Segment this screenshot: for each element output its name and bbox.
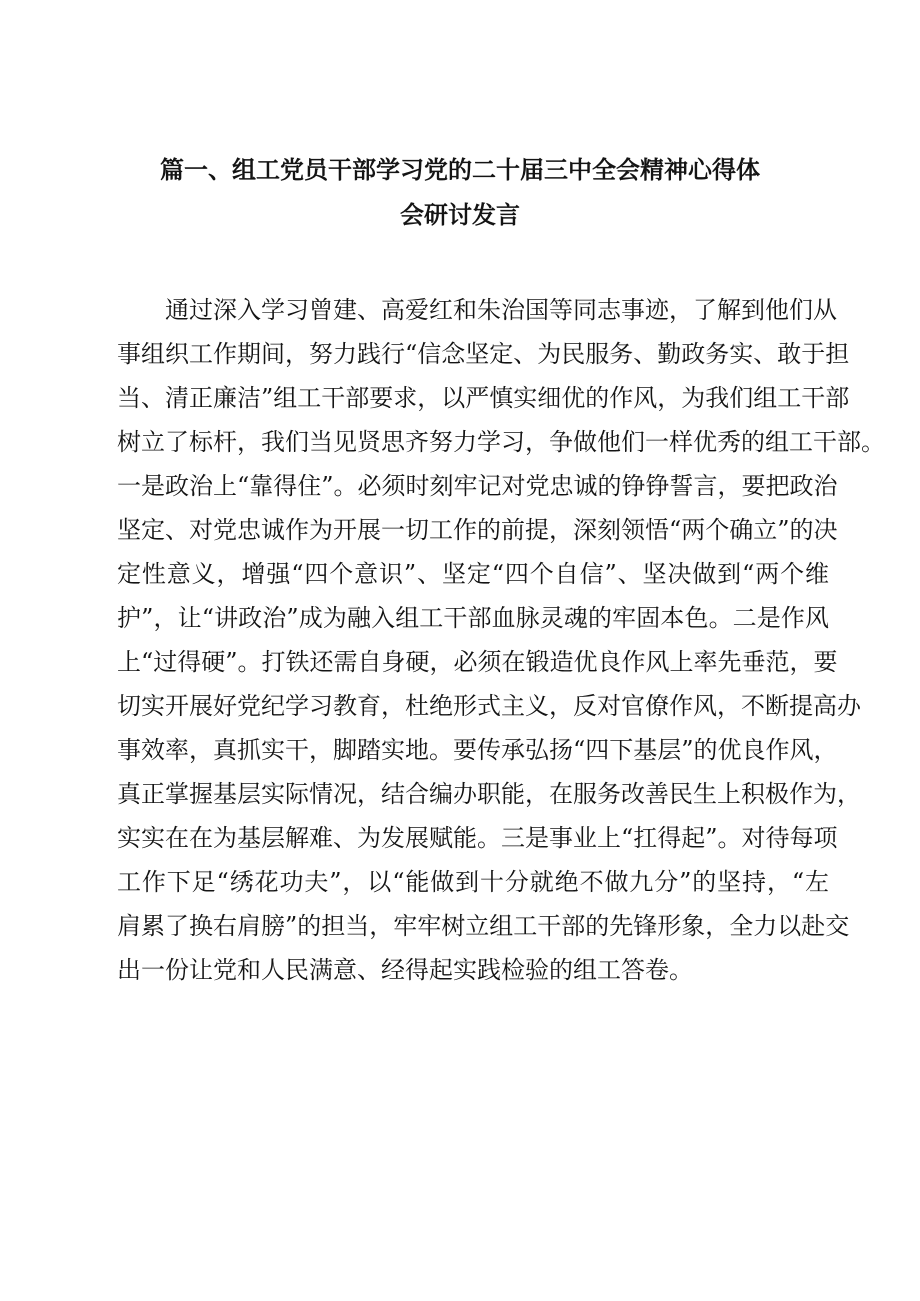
body-line: 当、清正廉洁”组工干部要求，以严慎实细优的作风，为我们组工干部 [117, 384, 850, 412]
body-line: 肩累了换右肩膀”的担当，牢牢树立组工干部的先锋形象，全力以赴交 [117, 912, 850, 940]
body-line: 真正掌握基层实际情况，结合编办职能，在服务改善民生上积极作为， [117, 780, 861, 808]
body-line: 坚定、对党忠诚作为开展一切工作的前提，深刻领悟“两个确立”的决 [117, 516, 838, 544]
document-title-line-2: 会研讨发言 [400, 201, 520, 229]
body-line: 上“过得硬”。打铁还需自身硬，必须在锻造优良作风上率先垂范，要 [117, 648, 838, 676]
body-line: 通过深入学习曾建、高爱红和朱治国等同志事迹，了解到他们从 [165, 296, 837, 324]
body-line: 事效率，真抓实干，脚踏实地。要传承弘扬“四下基层”的优良作风， [117, 736, 838, 764]
body-line: 事组织工作期间，努力践行“信念坚定、为民服务、勤政务实、敢于担 [117, 340, 850, 368]
body-line: 护”，让“讲政治”成为融入组工干部血脉灵魂的牢固本色。二是作风 [117, 604, 829, 632]
body-line: 一是政治上“靠得住”。必须时刻牢记对党忠诚的铮铮誓言，要把政治 [117, 472, 838, 500]
body-line: 切实开展好党纪学习教育，杜绝形式主义，反对官僚作风，不断提高办 [117, 692, 861, 720]
document-title-line-1: 篇一、组工党员干部学习党的二十届三中全会精神心得体 [160, 156, 760, 184]
body-line: 实实在在为基层解难、为发展赋能。三是事业上“扛得起”。对待每项 [117, 824, 838, 852]
body-line: 定性意义，增强“四个意识”、坚定“四个自信”、坚决做到“两个维 [117, 560, 829, 588]
body-line: 工作下足“绣花功夫”，以“能做到十分就绝不做九分”的坚持，“左 [117, 868, 829, 896]
body-line: 出一份让党和人民满意、经得起实践检验的组工答卷。 [117, 956, 693, 984]
body-line: 树立了标杆，我们当见贤思齐努力学习，争做他们一样优秀的组工干部。 [117, 428, 885, 456]
